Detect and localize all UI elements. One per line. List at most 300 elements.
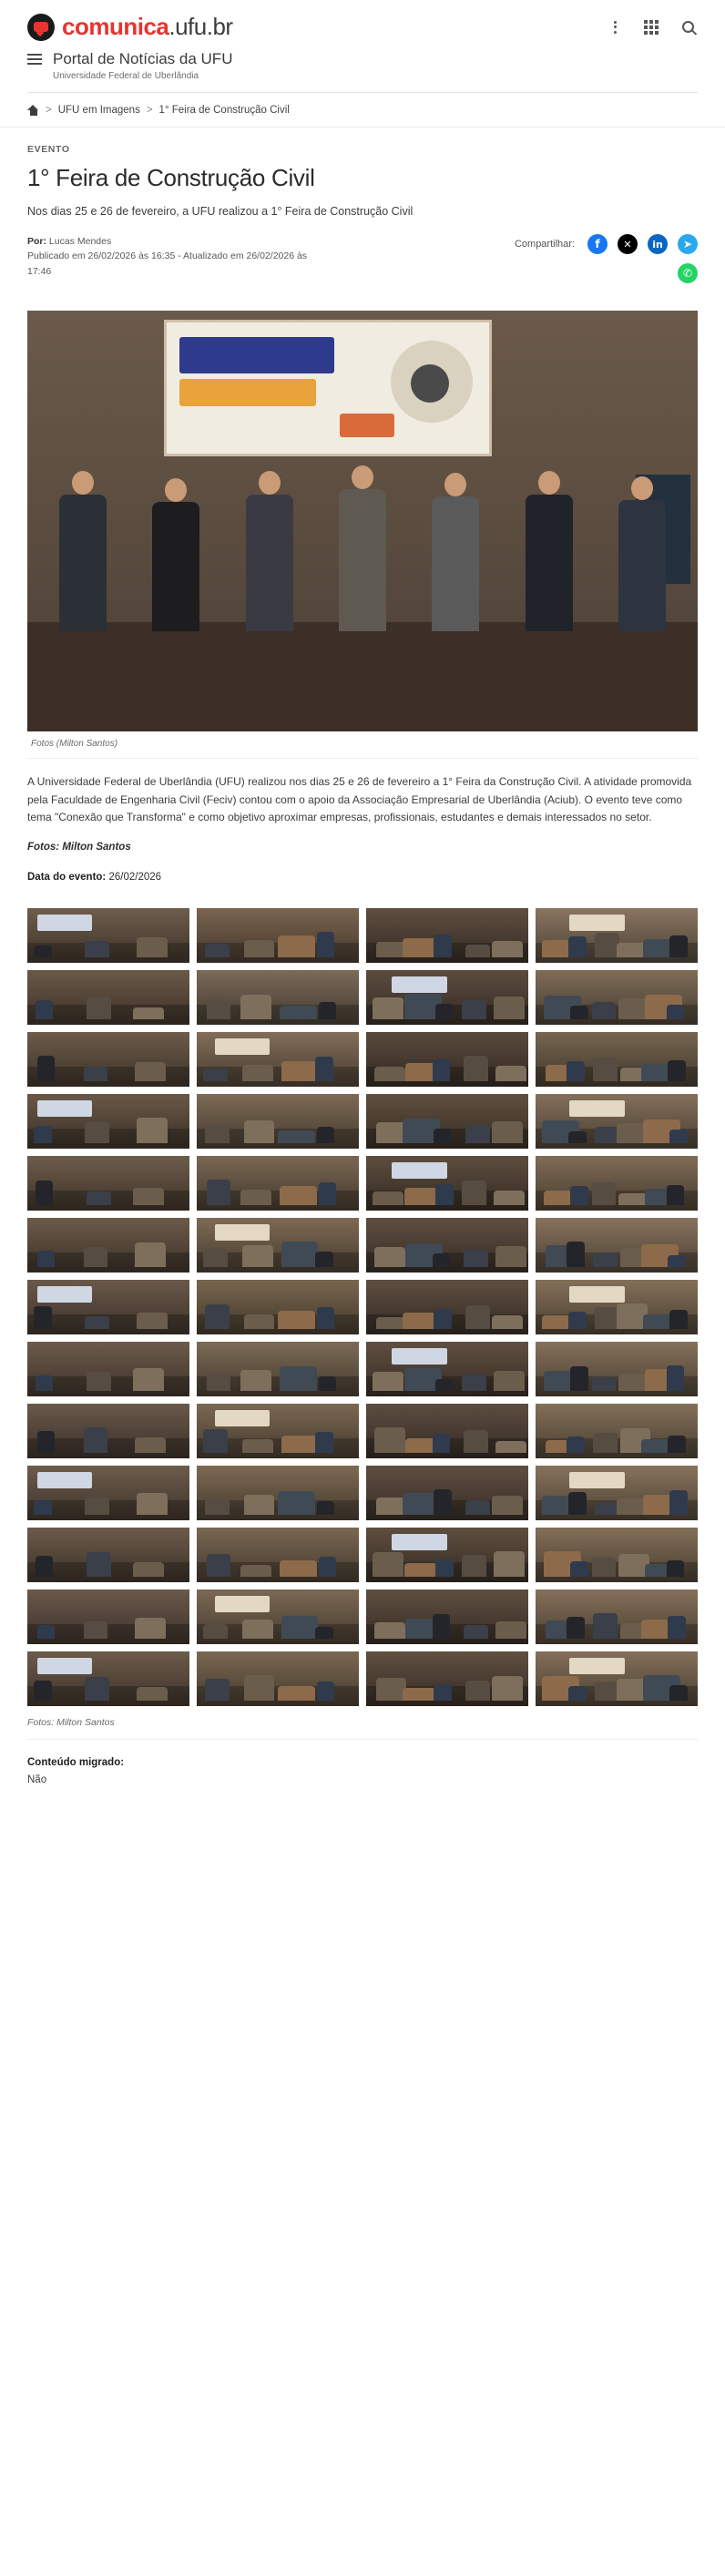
photo-gallery bbox=[0, 899, 725, 1706]
thumbnail-figure bbox=[37, 1056, 56, 1081]
article-header bbox=[0, 128, 725, 283]
thumbnail-figure bbox=[244, 1495, 275, 1515]
thumbnail-figure bbox=[135, 1242, 166, 1266]
thumbnail-figure bbox=[205, 1304, 230, 1329]
gallery-thumbnail[interactable] bbox=[536, 1466, 698, 1520]
thumbnail-screen bbox=[569, 915, 625, 931]
thumbnail-figure bbox=[137, 1687, 168, 1700]
thumbnail-figure bbox=[242, 1245, 273, 1267]
comunica-logo-icon bbox=[27, 14, 55, 41]
home-icon[interactable] bbox=[27, 105, 39, 116]
thumbnail-screen bbox=[569, 1658, 625, 1674]
thumbnail-figure bbox=[242, 1065, 273, 1081]
gallery-thumbnail[interactable] bbox=[27, 1590, 189, 1644]
thumbnail-figure bbox=[278, 935, 315, 956]
gallery-thumbnail[interactable] bbox=[536, 908, 698, 963]
thumbnail-figure bbox=[373, 1372, 403, 1390]
thumbnail-figure bbox=[36, 1181, 54, 1204]
thumbnail-figure bbox=[567, 1617, 585, 1639]
thumbnail-figure bbox=[462, 1000, 486, 1019]
thumbnail-screen bbox=[392, 976, 447, 993]
thumbnail-figure bbox=[593, 1058, 618, 1081]
thumbnail-figure bbox=[137, 937, 168, 957]
gallery-thumbnail[interactable] bbox=[536, 1651, 698, 1706]
thumbnail-figure bbox=[373, 1191, 403, 1204]
gallery-thumbnail[interactable] bbox=[366, 1651, 528, 1706]
thumbnail-figure bbox=[570, 1186, 588, 1204]
thumbnail-figure bbox=[433, 1614, 451, 1638]
thumbnail-figure bbox=[135, 1437, 166, 1453]
thumbnail-figure bbox=[464, 1250, 488, 1267]
thumbnail-figure bbox=[492, 1676, 523, 1700]
thumbnail-figure bbox=[462, 1181, 486, 1205]
thumbnail-figure bbox=[84, 1247, 108, 1267]
thumbnail-figure bbox=[592, 1002, 617, 1019]
thumbnail-figure bbox=[85, 1316, 109, 1329]
gallery-thumbnail[interactable] bbox=[197, 1342, 359, 1396]
gallery-thumbnail[interactable] bbox=[366, 1466, 528, 1520]
article-photos-credit: Fotos: Milton Santos bbox=[27, 842, 131, 854]
thumbnail-figure bbox=[435, 1559, 454, 1577]
thumbnail-figure bbox=[34, 946, 52, 957]
gallery-thumbnail[interactable] bbox=[536, 1218, 698, 1273]
thumbnail-figure bbox=[281, 1242, 319, 1267]
site-subtitle: Universidade Federal de Uberlândia bbox=[53, 71, 199, 81]
thumbnail-figure bbox=[593, 1433, 618, 1453]
thumbnail-figure bbox=[595, 1307, 619, 1328]
byline bbox=[27, 234, 328, 279]
thumbnail-figure bbox=[593, 1252, 618, 1267]
site-title[interactable]: Portal de Notícias da UFU bbox=[53, 50, 233, 67]
thumbnail-figure bbox=[207, 1180, 231, 1205]
gallery-thumbnail[interactable] bbox=[366, 1528, 528, 1582]
thumbnail-screen bbox=[37, 915, 93, 931]
thumbnail-figure bbox=[373, 997, 403, 1019]
thumbnail-figure bbox=[669, 1685, 688, 1701]
thumbnail-figure bbox=[374, 1622, 405, 1639]
share-block bbox=[515, 234, 698, 283]
thumbnail-figure bbox=[319, 1376, 337, 1391]
thumbnail-figure bbox=[464, 1625, 488, 1639]
event-date-value: 26/02/2026 bbox=[108, 872, 162, 884]
thumbnail-figure bbox=[137, 1313, 168, 1329]
thumbnail-figure bbox=[85, 1121, 109, 1142]
share-label: Compartilhar: bbox=[514, 239, 575, 250]
thumbnail-figure bbox=[87, 997, 111, 1019]
thumbnail-figure bbox=[433, 1059, 451, 1081]
thumbnail-figure bbox=[570, 1006, 588, 1018]
thumbnail-figure bbox=[492, 1121, 523, 1143]
thumbnail-figure bbox=[84, 1621, 108, 1639]
thumbnail-figure bbox=[434, 1129, 452, 1143]
thumbnail-figure bbox=[435, 1184, 454, 1205]
thumbnail-figure bbox=[244, 1120, 275, 1143]
thumbnail-figure bbox=[280, 1366, 317, 1391]
article-body bbox=[0, 759, 725, 886]
thumbnail-figure bbox=[244, 1675, 275, 1701]
gallery-thumbnail[interactable] bbox=[27, 1466, 189, 1520]
thumbnail-figure bbox=[373, 1552, 403, 1576]
thumbnail-figure bbox=[592, 1377, 617, 1391]
thumbnail-figure bbox=[205, 1679, 230, 1700]
thumbnail-figure bbox=[492, 941, 523, 957]
thumbnail-figure bbox=[434, 935, 452, 957]
gallery-thumbnail[interactable] bbox=[366, 1032, 528, 1087]
thumbnail-figure bbox=[281, 1616, 319, 1639]
thumbnail-figure bbox=[36, 1000, 54, 1018]
thumbnail-figure bbox=[278, 1686, 315, 1701]
gallery-thumbnail[interactable] bbox=[536, 1032, 698, 1087]
thumbnail-figure bbox=[240, 995, 271, 1018]
thumbnail-figure bbox=[568, 1312, 587, 1329]
thumbnail-figure bbox=[280, 1186, 317, 1205]
thumbnail-figure bbox=[595, 1682, 619, 1701]
thumbnail-figure bbox=[462, 1375, 486, 1390]
thumbnail-figure bbox=[315, 1627, 333, 1639]
x-twitter-share-icon[interactable]: ✕ bbox=[618, 234, 638, 254]
gallery-thumbnail[interactable] bbox=[27, 1218, 189, 1273]
article-meta-row bbox=[27, 234, 698, 283]
thumbnail-figure bbox=[668, 1255, 686, 1267]
thumbnail-figure bbox=[669, 1490, 688, 1514]
gallery-thumbnail[interactable] bbox=[197, 908, 359, 963]
thumbnail-figure bbox=[281, 1436, 319, 1453]
thumbnail-figure bbox=[494, 1191, 525, 1205]
gallery-thumbnail[interactable] bbox=[197, 1404, 359, 1458]
thumbnail-figure bbox=[465, 1305, 490, 1329]
gallery-thumbnail[interactable] bbox=[27, 1280, 189, 1334]
breadcrumb-separator-2: > bbox=[146, 105, 153, 116]
thumbnail-figure bbox=[435, 1004, 454, 1019]
thumbnail-figure bbox=[317, 1127, 335, 1143]
thumbnail-screen bbox=[215, 1410, 271, 1426]
thumbnail-figure bbox=[669, 1130, 688, 1142]
migrated-value: Não bbox=[27, 1774, 47, 1786]
hamburger-icon[interactable] bbox=[27, 54, 42, 65]
thumbnail-figure bbox=[137, 1118, 168, 1143]
grid-icon[interactable] bbox=[641, 17, 661, 37]
gallery-thumbnail[interactable] bbox=[536, 1404, 698, 1458]
thumbnail-figure bbox=[317, 1682, 335, 1700]
thumbnail-figure bbox=[568, 1492, 587, 1515]
thumbnail-figure bbox=[240, 1370, 271, 1391]
thumbnail-figure bbox=[135, 1618, 166, 1639]
gallery-thumbnail[interactable] bbox=[536, 970, 698, 1025]
thumbnail-figure bbox=[668, 1436, 686, 1453]
gallery-thumbnail[interactable] bbox=[197, 1156, 359, 1211]
thumbnail-figure bbox=[278, 1130, 315, 1143]
thumbnail-figure bbox=[570, 1561, 588, 1577]
gallery-thumbnail[interactable] bbox=[366, 1404, 528, 1458]
gallery-thumbnail[interactable] bbox=[27, 1528, 189, 1582]
thumbnail-figure bbox=[492, 1496, 523, 1514]
thumbnail-figure bbox=[85, 941, 109, 956]
thumbnail-figure bbox=[84, 1067, 108, 1081]
gallery-thumbnail[interactable] bbox=[366, 1218, 528, 1273]
gallery-thumbnail[interactable] bbox=[197, 1094, 359, 1149]
thumbnail-figure bbox=[567, 1436, 585, 1453]
thumbnail-screen bbox=[569, 1100, 625, 1117]
gallery-thumbnail[interactable] bbox=[27, 1032, 189, 1087]
thumbnail-figure bbox=[240, 1565, 271, 1577]
thumbnail-figure bbox=[667, 1005, 685, 1019]
gallery-thumbnail[interactable] bbox=[27, 1651, 189, 1706]
gallery-thumbnail[interactable] bbox=[366, 1094, 528, 1149]
thumbnail-figure bbox=[433, 1253, 451, 1266]
thumbnail-figure bbox=[567, 1242, 585, 1267]
thumbnail-figure bbox=[34, 1681, 52, 1701]
gallery-thumbnail[interactable] bbox=[536, 1528, 698, 1582]
thumbnail-figure bbox=[319, 1182, 337, 1205]
site-title-row bbox=[27, 50, 698, 68]
thumbnail-figure bbox=[280, 1560, 317, 1576]
thumbnail-figure bbox=[242, 1620, 273, 1638]
gallery-thumbnail[interactable] bbox=[366, 970, 528, 1025]
thumbnail-figure bbox=[668, 1060, 686, 1081]
thumbnail-figure bbox=[592, 1558, 617, 1577]
more-vertical-icon[interactable] bbox=[605, 17, 625, 37]
hero-section bbox=[0, 294, 725, 759]
thumbnail-figure bbox=[434, 1309, 452, 1329]
thumbnail-figure bbox=[207, 1374, 231, 1391]
thumbnail-figure bbox=[317, 1307, 335, 1329]
thumbnail-figure bbox=[374, 1427, 405, 1453]
thumbnail-screen bbox=[215, 1038, 271, 1055]
gallery-thumbnail[interactable] bbox=[27, 1342, 189, 1396]
header-actions bbox=[605, 17, 698, 37]
thumbnail-figure bbox=[85, 1677, 109, 1701]
thumbnail-figure bbox=[242, 1439, 273, 1452]
thumbnail-figure bbox=[244, 1314, 275, 1329]
header-top-bar bbox=[27, 13, 698, 41]
hero-caption: Fotos (Milton Santos) bbox=[27, 731, 698, 759]
gallery-thumbnail[interactable] bbox=[197, 1218, 359, 1273]
brand-wordmark bbox=[62, 13, 233, 41]
thumbnail-screen bbox=[37, 1472, 93, 1488]
thumbnail-figure bbox=[667, 1560, 685, 1577]
gallery-thumbnail[interactable] bbox=[197, 1590, 359, 1644]
thumbnail-figure bbox=[435, 1379, 454, 1391]
gallery-thumbnail[interactable] bbox=[536, 1342, 698, 1396]
thumbnail-screen bbox=[215, 1224, 271, 1241]
thumbnail-figure bbox=[464, 1056, 488, 1081]
event-date-row bbox=[27, 869, 698, 886]
gallery-thumbnail[interactable] bbox=[27, 970, 189, 1025]
thumbnail-figure bbox=[133, 1007, 164, 1019]
thumbnail-figure bbox=[495, 1246, 526, 1267]
thumbnail-figure bbox=[278, 1491, 315, 1515]
page-title: 1° Feira de Construção Civil bbox=[27, 164, 315, 191]
thumbnail-figure bbox=[495, 1621, 526, 1639]
thumbnail-figure bbox=[87, 1372, 111, 1391]
thumbnail-figure bbox=[278, 1311, 315, 1329]
thumbnail-screen bbox=[392, 1348, 447, 1365]
thumbnail-figure bbox=[37, 1625, 56, 1638]
thumbnail-screen bbox=[215, 1596, 271, 1612]
thumbnail-figure bbox=[667, 1365, 685, 1391]
thumbnail-figure bbox=[593, 1613, 618, 1639]
share-row-secondary bbox=[678, 263, 698, 283]
gallery-thumbnail[interactable] bbox=[27, 1404, 189, 1458]
thumbnail-figure bbox=[34, 1126, 52, 1143]
thumbnail-figure bbox=[374, 1067, 405, 1081]
thumbnail-figure bbox=[494, 997, 525, 1019]
gallery-thumbnail[interactable] bbox=[197, 1528, 359, 1582]
gallery-thumbnail[interactable] bbox=[536, 1590, 698, 1644]
thumbnail-figure bbox=[492, 1315, 523, 1328]
breadcrumb-separator: > bbox=[46, 105, 52, 116]
gallery-thumbnail[interactable] bbox=[366, 908, 528, 963]
thumbnail-figure bbox=[203, 1249, 228, 1267]
thumbnail-figure bbox=[315, 1057, 333, 1080]
thumbnail-figure bbox=[669, 935, 688, 957]
share-row-primary bbox=[515, 234, 698, 254]
thumbnail-screen bbox=[37, 1100, 93, 1117]
thumbnail-figure bbox=[319, 1002, 337, 1019]
thumbnail-figure bbox=[207, 999, 231, 1019]
breadcrumb-item-current: 1° Feira de Construção Civil bbox=[158, 105, 290, 116]
thumbnail-figure bbox=[494, 1551, 525, 1577]
thumbnail-screen bbox=[392, 1534, 447, 1550]
gallery-thumbnail[interactable] bbox=[366, 1156, 528, 1211]
thumbnail-figure bbox=[133, 1562, 164, 1577]
gallery-thumbnail[interactable] bbox=[197, 1032, 359, 1087]
thumbnail-figure bbox=[315, 1432, 333, 1453]
gallery-thumbnail[interactable] bbox=[536, 1280, 698, 1334]
thumbnail-figure bbox=[207, 1554, 231, 1577]
thumbnail-figure bbox=[434, 1489, 452, 1515]
thumbnail-figure bbox=[667, 1185, 685, 1205]
thumbnail-screen bbox=[569, 1472, 625, 1488]
breadcrumb bbox=[0, 93, 725, 127]
thumbnail-figure bbox=[203, 1429, 228, 1453]
thumbnail-figure bbox=[205, 944, 230, 957]
thumbnail-figure bbox=[36, 1375, 54, 1391]
thumbnail-figure bbox=[84, 1427, 108, 1453]
gallery-thumbnail[interactable] bbox=[366, 1280, 528, 1334]
search-icon[interactable] bbox=[678, 17, 698, 37]
article-standfirst: Nos dias 25 e 26 de fevereiro, a UFU realizou a 1° Feira de Construção Civil bbox=[27, 205, 414, 218]
thumbnail-figure bbox=[36, 1556, 54, 1577]
site-brand[interactable] bbox=[27, 13, 233, 41]
gallery-thumbnail[interactable] bbox=[197, 1466, 359, 1520]
thumbnail-figure bbox=[462, 1555, 486, 1576]
thumbnail-figure bbox=[244, 940, 275, 957]
thumbnail-screen bbox=[37, 1286, 93, 1303]
thumbnail-figure bbox=[465, 1125, 490, 1143]
gallery-credit: Fotos: Milton Santos bbox=[27, 1716, 115, 1728]
whatsapp-share-icon[interactable]: ✆ bbox=[678, 263, 698, 283]
thumbnail-figure bbox=[317, 932, 335, 957]
thumbnail-screen bbox=[392, 1162, 447, 1179]
gallery-thumbnail[interactable] bbox=[197, 1280, 359, 1334]
gallery-thumbnail[interactable] bbox=[197, 1651, 359, 1706]
thumbnail-figure bbox=[203, 1624, 228, 1639]
thumbnail-figure bbox=[567, 1061, 585, 1081]
author-label: Por: bbox=[27, 236, 46, 248]
thumbnail-figure bbox=[34, 1500, 52, 1515]
thumbnail-figure bbox=[205, 1124, 230, 1143]
thumbnail-figure bbox=[465, 1681, 490, 1701]
thumbnail-figure bbox=[280, 1006, 317, 1019]
hero-foreground-desk bbox=[27, 622, 698, 731]
hero-people-group bbox=[55, 413, 670, 631]
thumbnail-figure bbox=[87, 1191, 111, 1205]
article-paragraph-1: A Universidade Federal de Uberlândia (UFU) realizou nos dias 25 e 26 de fevereiro a 1° Feira da Construção Civil. A atividade promovida pela Faculdade de Engenharia Civil (Feciv) contou com o apoio da Associação Empresarial de Uberlândia (Aciub). O evento teve como tema "Conexão que Transforma" e como objetivo aproximar empresas, profissionais, estudantes e demais interessados no setor. bbox=[27, 775, 692, 823]
gallery-thumbnail[interactable] bbox=[197, 970, 359, 1025]
thumbnail-figure bbox=[495, 1441, 526, 1453]
gallery-thumbnail[interactable] bbox=[27, 908, 189, 963]
thumbnail-figure bbox=[37, 1251, 56, 1267]
hero-image[interactable] bbox=[27, 311, 698, 731]
thumbnail-figure bbox=[595, 933, 619, 957]
thumbnail-figure bbox=[464, 1430, 488, 1453]
gallery-thumbnail[interactable] bbox=[27, 1156, 189, 1211]
gallery-thumbnail[interactable] bbox=[366, 1590, 528, 1644]
gallery-thumbnail[interactable] bbox=[536, 1094, 698, 1149]
gallery-thumbnail[interactable] bbox=[536, 1156, 698, 1211]
thumbnail-figure bbox=[495, 1066, 526, 1081]
thumbnail-figure bbox=[87, 1552, 111, 1577]
thumbnail-figure bbox=[595, 1502, 619, 1515]
thumbnail-figure bbox=[434, 1684, 452, 1701]
thumbnail-figure bbox=[433, 1434, 451, 1452]
facebook-share-icon[interactable]: f bbox=[587, 234, 608, 254]
thumbnail-figure bbox=[568, 936, 587, 957]
thumbnail-figure bbox=[135, 1062, 166, 1080]
thumbnail-figure bbox=[568, 1686, 587, 1701]
author-name: Lucas Mendes bbox=[48, 236, 112, 248]
thumbnail-figure bbox=[317, 1501, 335, 1514]
thumbnail-figure bbox=[568, 1131, 587, 1143]
thumbnail-figure bbox=[34, 1306, 52, 1329]
thumbnail-figure bbox=[465, 945, 490, 957]
thumbnail-figure bbox=[205, 1498, 230, 1514]
footer-meta bbox=[0, 1740, 725, 1823]
thumbnail-figure bbox=[592, 1182, 617, 1205]
thumbnail-figure bbox=[374, 1247, 405, 1267]
publish-dates: Publicado em 26/02/2026 às 16:35 - Atualizado em 26/02/2026 às 17:46 bbox=[27, 250, 308, 277]
thumbnail-screen bbox=[37, 1658, 93, 1674]
thumbnail-figure bbox=[133, 1368, 164, 1391]
thumbnail-screen bbox=[569, 1286, 625, 1303]
thumbnail-figure bbox=[669, 1310, 688, 1328]
migrated-label: Conteúdo migrado: bbox=[27, 1756, 125, 1768]
gallery-thumbnail[interactable] bbox=[27, 1094, 189, 1149]
thumbnail-figure bbox=[133, 1188, 164, 1205]
thumbnail-figure bbox=[595, 1127, 619, 1142]
telegram-share-icon[interactable]: ➤ bbox=[678, 234, 698, 254]
thumbnail-figure bbox=[203, 1068, 228, 1081]
thumbnail-figure bbox=[240, 1190, 271, 1205]
brand-secondary-text: .ufu.br bbox=[168, 13, 233, 40]
linkedin-share-icon[interactable]: in bbox=[648, 234, 668, 254]
brand-primary-text: comunica bbox=[62, 13, 169, 40]
thumbnail-figure bbox=[570, 1366, 588, 1390]
gallery-thumbnail[interactable] bbox=[366, 1342, 528, 1396]
site-header bbox=[0, 0, 725, 93]
thumbnail-figure bbox=[315, 1252, 333, 1267]
thumbnail-figure bbox=[281, 1061, 319, 1081]
thumbnail-figure bbox=[137, 1493, 168, 1515]
thumbnail-figure bbox=[494, 1371, 525, 1391]
thumbnail-figure bbox=[668, 1616, 686, 1639]
thumbnail-figure bbox=[465, 1500, 490, 1515]
event-date-label: Data do evento: bbox=[27, 872, 107, 884]
thumbnail-figure bbox=[85, 1497, 109, 1515]
article-kicker: EVENTO bbox=[27, 144, 70, 155]
breadcrumb-item-ufu-em-imagens[interactable]: UFU em Imagens bbox=[57, 105, 140, 116]
